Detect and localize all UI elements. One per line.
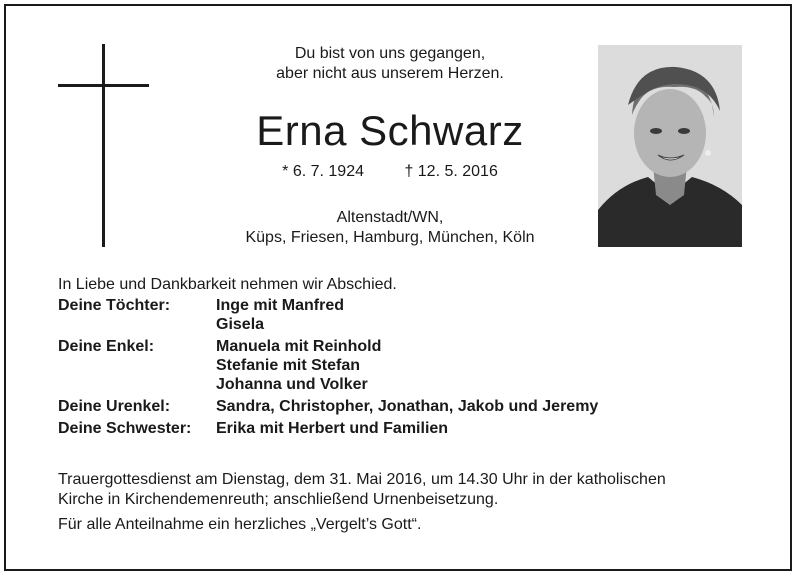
life-dates xyxy=(200,162,580,182)
motto-line-1: Du bist von uns gegangen, xyxy=(294,45,486,62)
service-line-1: Trauergottesdienst am Dienstag, dem 31. Mai 2016, um 14.30 Uhr in der katholischen xyxy=(58,471,666,488)
family-names xyxy=(216,337,381,394)
family-row-daughters xyxy=(58,296,758,334)
family-label: Deine Urenkel: xyxy=(58,398,171,415)
family-name: Sandra, Christopher, Jonathan, Jakob und Jeremy xyxy=(216,398,599,415)
family-name: Gisela xyxy=(216,316,265,333)
farewell-intro: In Liebe und Dankbarkeit nehmen wir Abschied. xyxy=(58,276,397,293)
motto xyxy=(200,44,580,84)
birth-date: * 6. 7. 1924 xyxy=(282,163,364,180)
family-names xyxy=(216,397,598,416)
portrait-photo xyxy=(598,45,742,247)
family-row-grandchildren xyxy=(58,337,758,394)
places xyxy=(190,208,590,248)
family-label: Deine Töchter: xyxy=(58,297,171,314)
family-row-great-grandchildren xyxy=(58,397,758,416)
family-list xyxy=(58,296,758,441)
thanks-text: Für alle Anteilnahme ein herzliches „Vergelt’s Gott“. xyxy=(58,516,422,533)
portrait-image xyxy=(598,45,742,247)
cross-horizontal-bar xyxy=(58,84,149,87)
motto-line-2: aber nicht aus unserem Herzen. xyxy=(276,65,504,82)
family-label: Deine Schwester: xyxy=(58,420,192,437)
places-line-2: Küps, Friesen, Hamburg, München, Köln xyxy=(245,229,535,246)
deceased-name: Erna Schwarz xyxy=(256,107,524,154)
family-row-sister xyxy=(58,419,758,438)
family-name: Manuela mit Reinhold xyxy=(216,338,382,355)
service-line-2: Kirche in Kirchendemenreuth; anschließend Urnenbeisetzung. xyxy=(58,491,499,508)
family-name: Johanna und Volker xyxy=(216,376,368,393)
family-label: Deine Enkel: xyxy=(58,338,155,355)
family-name: Inge mit Manfred xyxy=(216,297,345,314)
family-name: Erika mit Herbert und Familien xyxy=(216,420,449,437)
death-date: † 12. 5. 2016 xyxy=(404,163,498,180)
family-name: Stefanie mit Stefan xyxy=(216,357,361,374)
cross-vertical-bar xyxy=(102,44,105,247)
service-info xyxy=(58,470,748,510)
places-line-1: Altenstadt/WN, xyxy=(336,209,444,226)
family-names xyxy=(216,296,344,334)
family-names xyxy=(216,419,448,438)
